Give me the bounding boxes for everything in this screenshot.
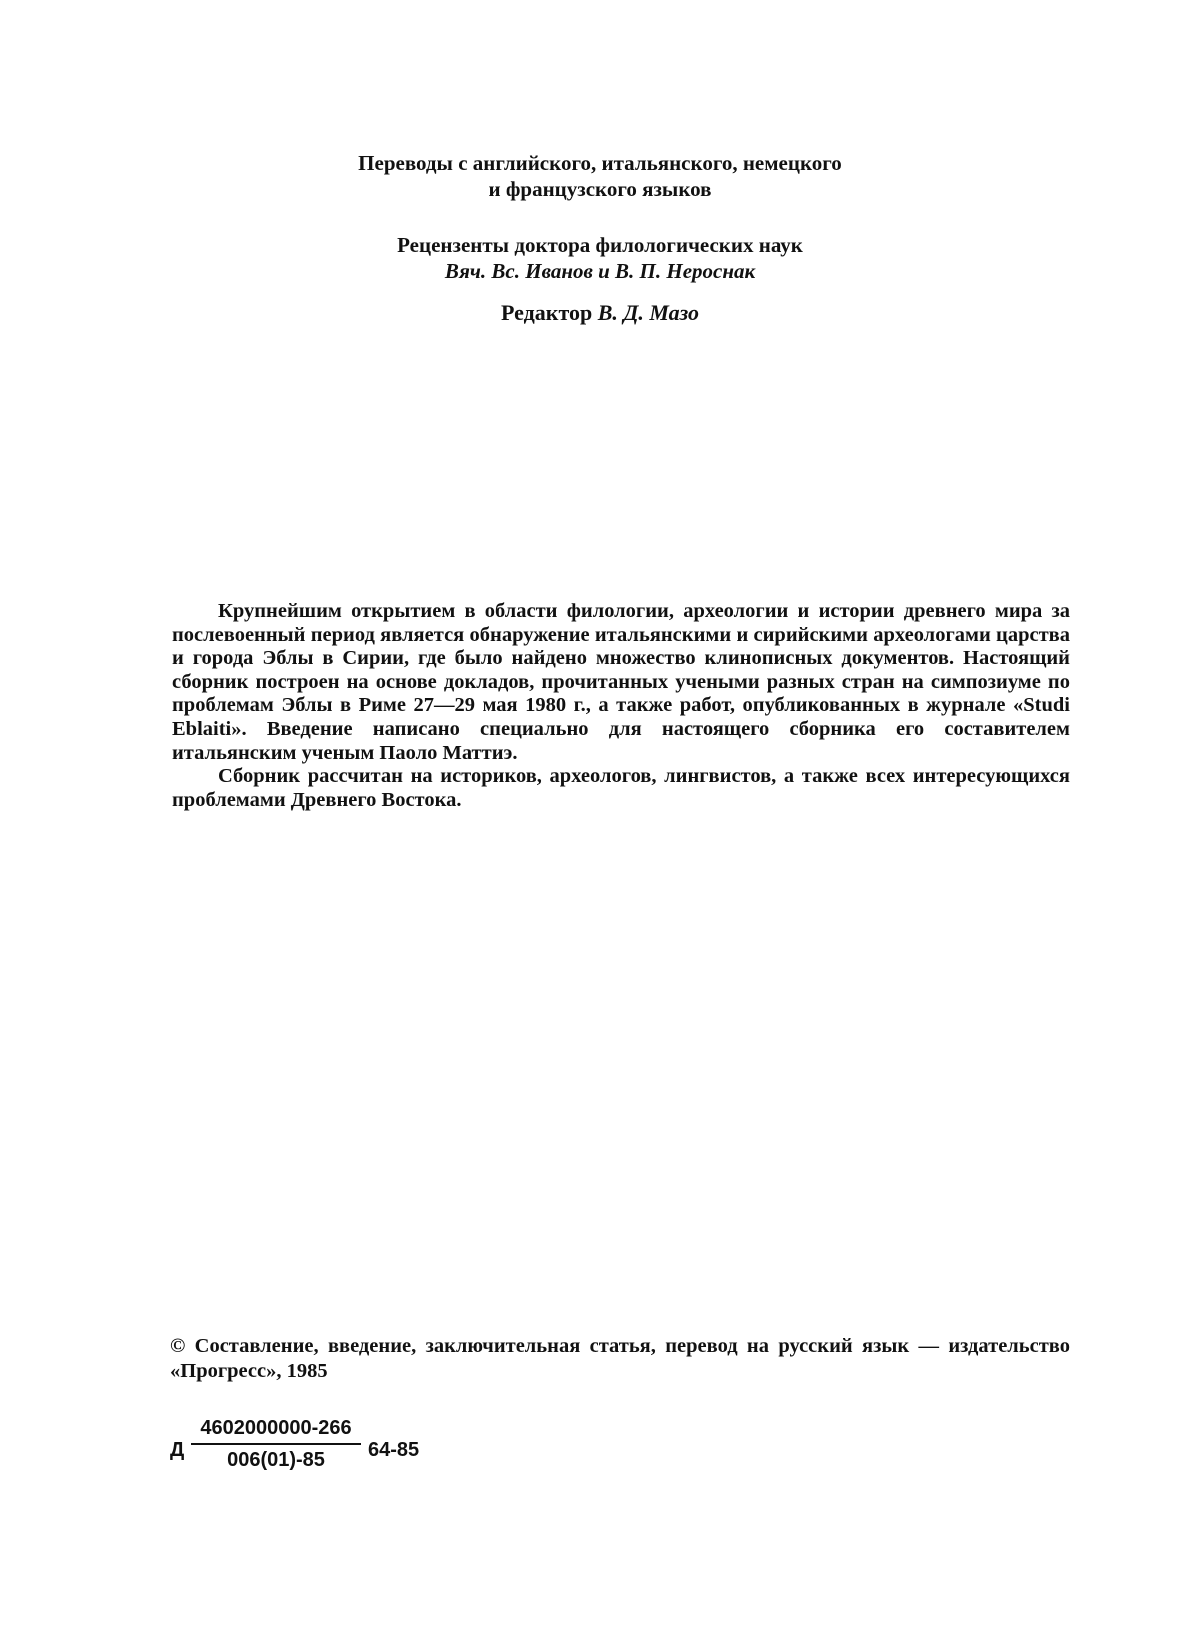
reviewers-label: Рецензенты доктора филологических наук xyxy=(397,233,803,257)
reviewers-note xyxy=(0,232,1200,284)
bibliographic-code xyxy=(170,1415,470,1485)
bib-code-denominator: 006(01)-85 xyxy=(227,1449,325,1471)
editor-name: В. Д. Мазо xyxy=(597,300,699,325)
annotation-paragraph-2: Сборник рассчитан на историков, археологов, лингвистов, а также всех интересующихся проблемами Древнего Востока. xyxy=(172,765,1070,811)
editor-note xyxy=(0,300,1200,326)
copyright-notice: © Составление, введение, заключительная статья, перевод на русский язык — издательство «Прогресс», 1985 xyxy=(170,1335,1070,1382)
translations-line-1: Переводы с английского, итальянского, немецкого xyxy=(358,151,842,175)
book-annotation xyxy=(172,600,1070,812)
fraction-bar xyxy=(191,1443,361,1445)
annotation-paragraph-1: Крупнейшим открытием в области филологии, археологии и истории древнего мира за послевоенный период является обнаружение итальянскими и сирийскими археологами царства и города Эблы в Сирии, где было найдено множество клинописных документов. Настоящий сборник построен на основе докладов, прочитанных учеными разных стран на симпозиуме по проблемам Эблы в Риме 27—29 мая 1980 г., а также работ, опубликованных в журнале «Studi Eblaiti». Введение написано специально для настоящего сборника его составителем итальянским ученым Паоло Маттиэ. xyxy=(172,600,1070,764)
bib-code-fraction xyxy=(191,1415,361,1473)
bib-code-suffix: 64-85 xyxy=(368,1439,420,1461)
bib-code-letter: Д xyxy=(170,1439,185,1461)
bib-code-numerator: 4602000000-266 xyxy=(200,1417,352,1439)
translations-note xyxy=(0,150,1200,202)
editor-label: Редактор xyxy=(501,300,593,325)
translations-line-2: и французского языков xyxy=(488,177,712,201)
reviewers-names: Вяч. Вс. Иванов и В. П. Нероснак xyxy=(444,259,756,283)
